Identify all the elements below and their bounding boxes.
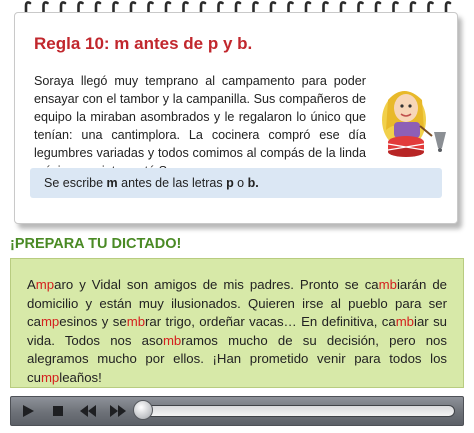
- highlighted-letters: mb: [378, 277, 397, 292]
- highlighted-letters: mp: [40, 369, 60, 385]
- stop-button[interactable]: [45, 399, 71, 423]
- dictado-text-segment: esinos y se: [59, 314, 127, 330]
- dictado-title: ¡PREPARA TU DICTADO!: [10, 236, 182, 252]
- fast-forward-icon: [109, 404, 127, 418]
- audio-player: [10, 396, 464, 426]
- fast-forward-button[interactable]: [105, 399, 131, 423]
- progress-track[interactable]: [139, 405, 455, 417]
- dictado-text: [27, 276, 447, 388]
- rule-title: Regla 10: m antes de p y b.: [34, 34, 253, 53]
- rule-summary-or: o: [233, 176, 248, 190]
- dictado-text-segment: ramos mucho de su decisión, pero nos alegramos mucho por ellos. ¡Han prometido venir para todos los cu: [27, 332, 447, 385]
- highlighted-letters: mb: [395, 314, 415, 330]
- rule-summary-prefix: Se escribe: [44, 176, 107, 190]
- rewind-button[interactable]: [75, 399, 101, 423]
- dictado-text-segment: A: [27, 277, 36, 292]
- rule-summary-middle: antes de las letras: [117, 176, 227, 190]
- dictado-text-segment: rar trigo, ordeñar vacas… En definitiva, ca: [145, 314, 396, 330]
- stop-icon: [51, 404, 65, 418]
- highlighted-letters: mp: [35, 277, 55, 292]
- rule-story-text: Soraya llegó muy temprano al campamento para poder ensayar con el tambor y la campanilla. Sus compañeros de equipo la miraban asombrados y le regalaron lo único que tenían: una cantimplora. La cocinera compró ese día legumbres variadas y todos comimos al compás de la linda: [34, 74, 366, 160]
- progress-knob[interactable]: [133, 400, 153, 420]
- highlighted-letters: mp: [40, 314, 60, 330]
- dictado-text-segment: iar su vida. Todos nos aso: [27, 314, 447, 348]
- girl-drummer-illustration: [372, 70, 454, 160]
- rule-summary-letter-p: p: [226, 176, 234, 190]
- rule-summary-box: [30, 168, 442, 198]
- rewind-icon: [79, 404, 97, 418]
- highlighted-letters: mb: [162, 332, 182, 348]
- play-icon: [21, 404, 35, 418]
- rule-summary-letter-b: b.: [247, 176, 259, 190]
- dictado-text-box: [10, 258, 464, 388]
- dictado-text-segment: aro y Vidal son amigos de mis padres. Pronto se ca: [54, 277, 379, 292]
- play-button[interactable]: [15, 399, 41, 423]
- dictado-text-segment: leaños!: [59, 369, 102, 385]
- dictado-text-segment: iarán de domicilio y están muy ilusionados. Quieren irse al pueblo para ser ca: [27, 277, 447, 330]
- highlighted-letters: mb: [126, 314, 146, 330]
- rule-summary-letter-m: m: [106, 176, 118, 190]
